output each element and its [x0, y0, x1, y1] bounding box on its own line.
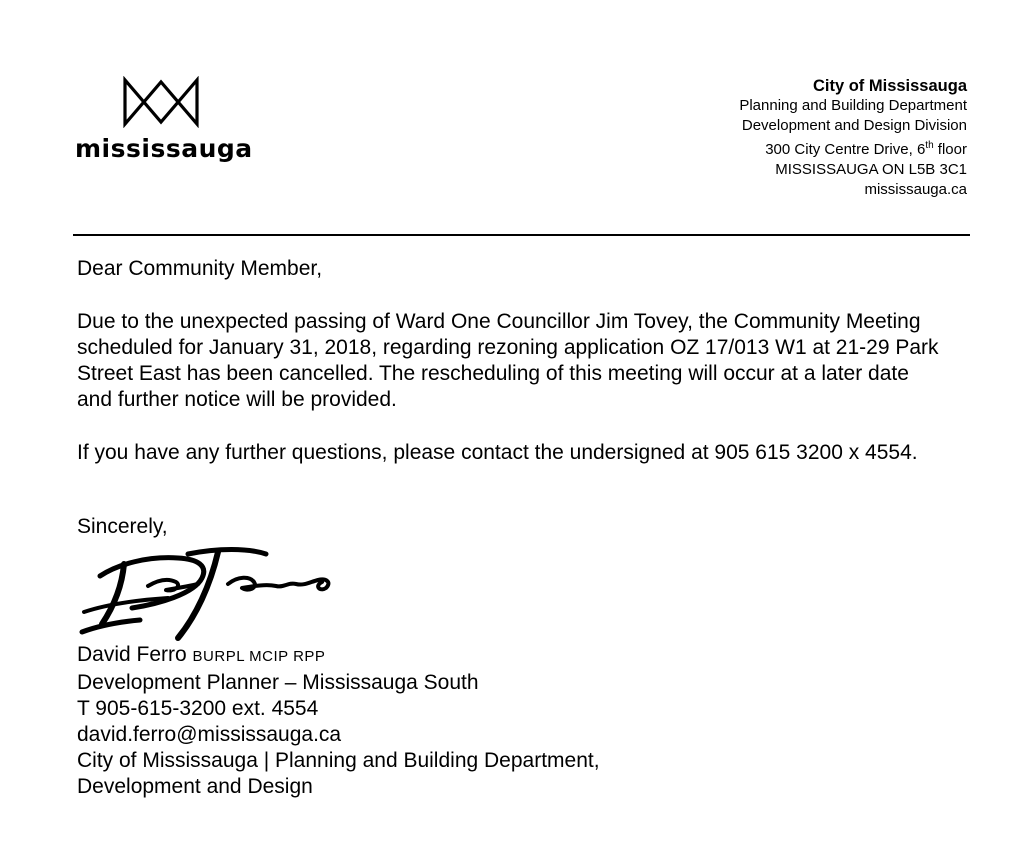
city-postal: MISSISSAUGA ON L5B 3C1	[775, 161, 967, 178]
body-paragraph: Due to the unexpected passing of Ward One Councillor Jim Tovey, the Community Meeting scheduled for January 31, 2018, regarding rezoning application OZ 17/013 W1 at 21-29 Park Street East has been cancelled. The rescheduling of this meeting will occur at a later date and further notice will be provided.	[77, 310, 939, 411]
salutation: Dear Community Member,	[77, 257, 323, 280]
signer-credentials: BURPL MCIP RPP	[192, 648, 326, 665]
street-address: 300 City Centre Drive, 6th floor	[765, 140, 967, 158]
division-name: Development and Design Division	[741, 117, 967, 134]
logo-wordmark: mississauga	[75, 134, 253, 163]
signature-block	[77, 642, 600, 800]
contact-paragraph: If you have any further questions, please contact the undersigned at 905 615 3200 x 4554.	[77, 441, 918, 464]
signer-email[interactable]: david.ferro@mississauga.ca	[77, 723, 342, 746]
closing: Sincerely,	[77, 515, 168, 538]
header-divider	[73, 234, 970, 236]
handwritten-signature	[78, 546, 338, 642]
signer-name-line	[77, 642, 600, 670]
website-link[interactable]: mississauga.ca	[864, 181, 967, 198]
butterfly-logo-icon	[122, 76, 200, 128]
signer-department: City of Mississauga | Planning and Building Department,	[77, 749, 600, 772]
organization-name: City of Mississauga	[812, 77, 967, 95]
letterhead-address	[739, 76, 967, 200]
department-name: Planning and Building Department	[739, 97, 967, 114]
signer-name: David Ferro	[77, 643, 187, 666]
signer-division: Development and Design	[77, 775, 313, 798]
signer-title: Development Planner – Mississauga South	[77, 671, 479, 694]
mississauga-logo	[75, 72, 255, 167]
signer-phone: T 905-615-3200 ext. 4554	[77, 697, 319, 720]
